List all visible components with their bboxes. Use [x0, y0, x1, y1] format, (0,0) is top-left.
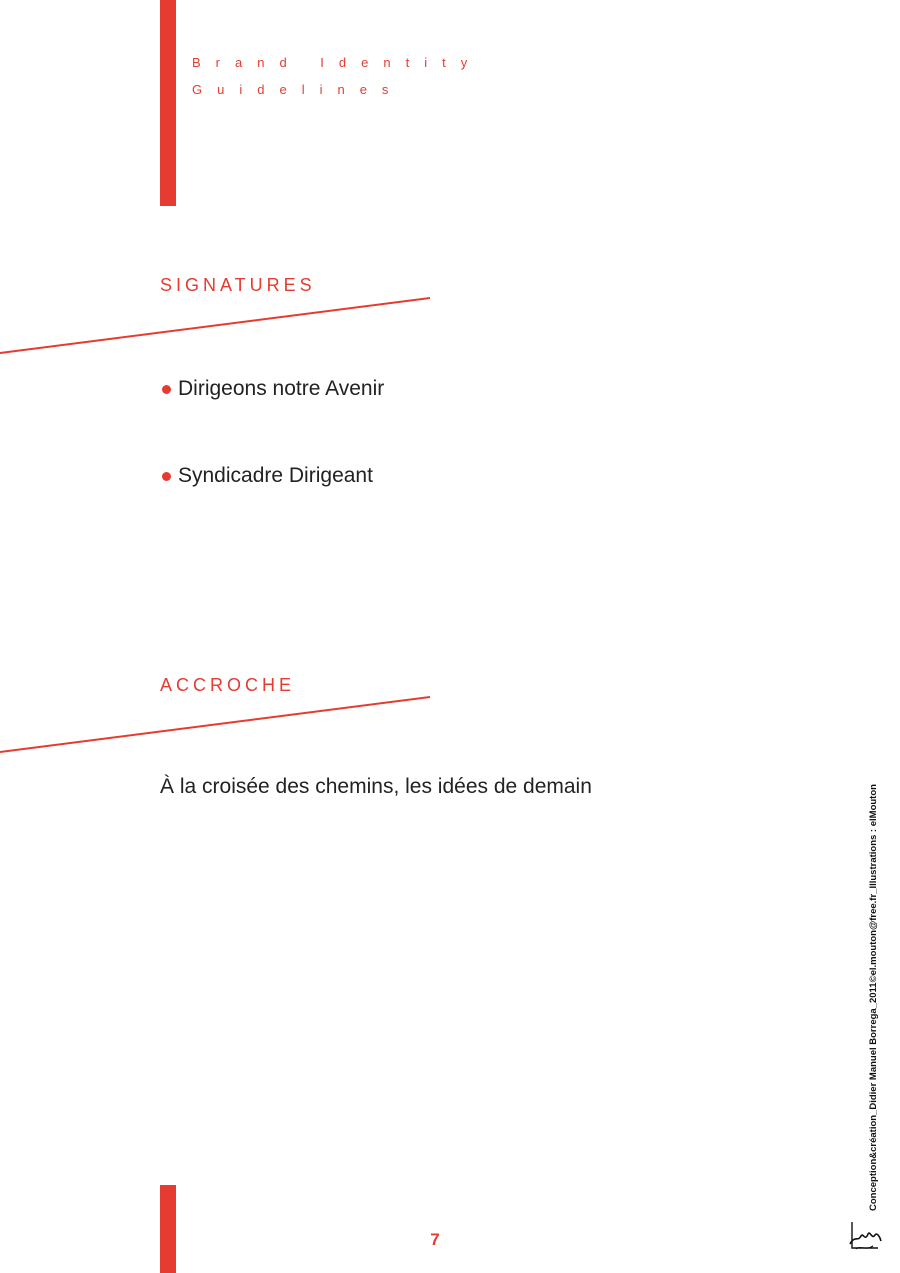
- signature-item-label: Dirigeons notre Avenir: [178, 377, 385, 400]
- accroche-heading: ACCROCHE: [160, 675, 296, 695]
- accroche-divider: [0, 690, 440, 760]
- title-line-1: Brand Identity: [192, 55, 483, 70]
- signature-item-2: [162, 464, 373, 488]
- signature-logo-icon: [846, 1218, 884, 1252]
- page-number: 7: [430, 1230, 440, 1249]
- accroche-text: À la croisée des chemins, les idées de demain: [160, 775, 592, 798]
- bullet-dot: [162, 472, 171, 481]
- bottom-accent-bar: [160, 1185, 176, 1273]
- top-accent-bar: [160, 0, 176, 206]
- signatures-divider: [0, 290, 440, 360]
- title-line-2: Guidelines: [192, 82, 404, 97]
- signature-item-1: [162, 377, 384, 401]
- bullet-dot: [162, 385, 171, 394]
- signatures-heading: SIGNATURES: [160, 275, 316, 295]
- signature-item-label: Syndicadre Dirigeant: [178, 464, 373, 487]
- credits-text: Conception&création_Didier Manuel Borrega_2011©el.mouton@free.fr_Illustrations : elMouton: [868, 784, 879, 1211]
- document-title: [192, 49, 482, 103]
